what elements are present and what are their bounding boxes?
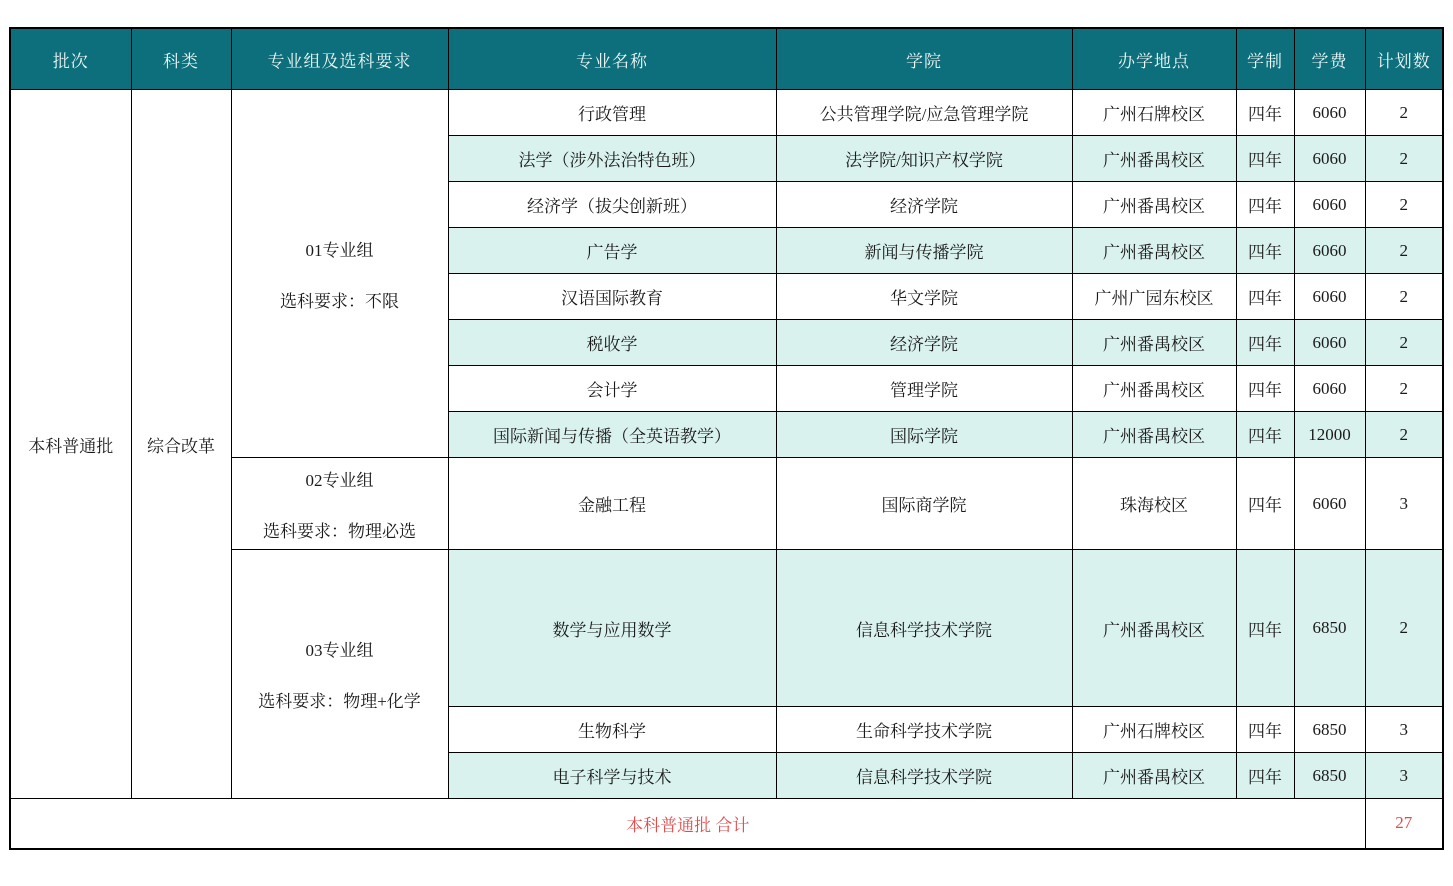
- cell-college: 经济学院: [776, 182, 1072, 228]
- cell-major: 行政管理: [448, 90, 776, 136]
- cell-plan: 2: [1365, 366, 1443, 412]
- cell-campus: 广州番禺校区: [1072, 412, 1236, 458]
- cell-campus: 广州番禺校区: [1072, 228, 1236, 274]
- group-cell-03: [231, 550, 448, 799]
- total-value: 27: [1365, 799, 1443, 849]
- cell-major: 经济学（拔尖创新班）: [448, 182, 776, 228]
- cell-campus: 珠海校区: [1072, 458, 1236, 550]
- cell-tuition: 6060: [1294, 90, 1365, 136]
- cell-plan: 2: [1365, 320, 1443, 366]
- cell-major: 广告学: [448, 228, 776, 274]
- cell-tuition: 6850: [1294, 753, 1365, 799]
- group-requirement: 选科要求：物理必选: [263, 521, 416, 541]
- cell-major: 法学（涉外法治特色班）: [448, 136, 776, 182]
- cell-major: 汉语国际教育: [448, 274, 776, 320]
- cell-campus: 广州广园东校区: [1072, 274, 1236, 320]
- cell-tuition: 6850: [1294, 550, 1365, 707]
- cell-plan: 2: [1365, 90, 1443, 136]
- col-header-category: 科类: [131, 28, 231, 90]
- cell-college: 生命科学技术学院: [776, 707, 1072, 753]
- col-header-years: 学制: [1236, 28, 1294, 90]
- cell-plan: 2: [1365, 182, 1443, 228]
- cell-plan: 2: [1365, 274, 1443, 320]
- cell-campus: 广州番禺校区: [1072, 136, 1236, 182]
- cell-college: 国际商学院: [776, 458, 1072, 550]
- cell-years: 四年: [1236, 136, 1294, 182]
- cell-plan: 3: [1365, 753, 1443, 799]
- cell-years: 四年: [1236, 274, 1294, 320]
- cell-major: 会计学: [448, 366, 776, 412]
- cell-tuition: 6850: [1294, 707, 1365, 753]
- cell-major: 国际新闻与传播（全英语教学）: [448, 412, 776, 458]
- group-name: 02专业组: [305, 470, 374, 490]
- cell-years: 四年: [1236, 182, 1294, 228]
- group-cell-02: [231, 458, 448, 550]
- header-row: [10, 28, 1443, 90]
- col-header-tuition: 学费: [1294, 28, 1365, 90]
- group-requirement: 选科要求：物理+化学: [258, 692, 421, 711]
- total-row: [10, 799, 1443, 849]
- total-label: 本科普通批 合计: [10, 799, 1365, 849]
- cell-years: 四年: [1236, 366, 1294, 412]
- cell-campus: 广州番禺校区: [1072, 366, 1236, 412]
- cell-plan: 2: [1365, 550, 1443, 707]
- cell-tuition: 6060: [1294, 274, 1365, 320]
- col-header-college: 学院: [776, 28, 1072, 90]
- cell-years: 四年: [1236, 753, 1294, 799]
- cell-plan: 2: [1365, 228, 1443, 274]
- cell-years: 四年: [1236, 228, 1294, 274]
- cell-college: 信息科学技术学院: [776, 753, 1072, 799]
- cell-years: 四年: [1236, 550, 1294, 707]
- col-header-major: 专业名称: [448, 28, 776, 90]
- cell-tuition: 6060: [1294, 228, 1365, 274]
- cell-college: 信息科学技术学院: [776, 550, 1072, 707]
- cell-major: 税收学: [448, 320, 776, 366]
- cell-college: 国际学院: [776, 412, 1072, 458]
- cell-plan: 3: [1365, 707, 1443, 753]
- cell-campus: 广州石牌校区: [1072, 707, 1236, 753]
- col-header-group: 专业组及选科要求: [231, 28, 448, 90]
- cell-years: 四年: [1236, 320, 1294, 366]
- group-requirement: 选科要求：不限: [280, 291, 399, 311]
- group-name: 03专业组: [305, 641, 374, 660]
- col-header-campus: 办学地点: [1072, 28, 1236, 90]
- cell-tuition: 6060: [1294, 182, 1365, 228]
- col-header-plan: 计划数: [1365, 28, 1443, 90]
- cell-years: 四年: [1236, 458, 1294, 550]
- batch-cell: 本科普通批: [10, 90, 131, 799]
- cell-campus: 广州石牌校区: [1072, 90, 1236, 136]
- cell-tuition: 12000: [1294, 412, 1365, 458]
- cell-campus: 广州番禺校区: [1072, 320, 1236, 366]
- cell-years: 四年: [1236, 90, 1294, 136]
- cell-years: 四年: [1236, 412, 1294, 458]
- cell-tuition: 6060: [1294, 458, 1365, 550]
- cell-major: 电子科学与技术: [448, 753, 776, 799]
- cell-college: 管理学院: [776, 366, 1072, 412]
- cell-college: 公共管理学院/应急管理学院: [776, 90, 1072, 136]
- cell-major: 数学与应用数学: [448, 550, 776, 707]
- cell-years: 四年: [1236, 707, 1294, 753]
- category-cell: 综合改革: [131, 90, 231, 799]
- cell-tuition: 6060: [1294, 320, 1365, 366]
- group-cell-01: [231, 90, 448, 458]
- table-row: [10, 90, 1443, 136]
- group-name: 01专业组: [305, 240, 374, 260]
- cell-plan: 2: [1365, 136, 1443, 182]
- admission-plan-table: [9, 27, 1444, 850]
- cell-college: 法学院/知识产权学院: [776, 136, 1072, 182]
- cell-tuition: 6060: [1294, 136, 1365, 182]
- cell-college: 新闻与传播学院: [776, 228, 1072, 274]
- cell-campus: 广州番禺校区: [1072, 550, 1236, 707]
- cell-plan: 3: [1365, 458, 1443, 550]
- cell-major: 生物科学: [448, 707, 776, 753]
- cell-campus: 广州番禺校区: [1072, 182, 1236, 228]
- cell-plan: 2: [1365, 412, 1443, 458]
- col-header-batch: 批次: [10, 28, 131, 90]
- cell-college: 华文学院: [776, 274, 1072, 320]
- cell-major: 金融工程: [448, 458, 776, 550]
- cell-college: 经济学院: [776, 320, 1072, 366]
- cell-campus: 广州番禺校区: [1072, 753, 1236, 799]
- cell-tuition: 6060: [1294, 366, 1365, 412]
